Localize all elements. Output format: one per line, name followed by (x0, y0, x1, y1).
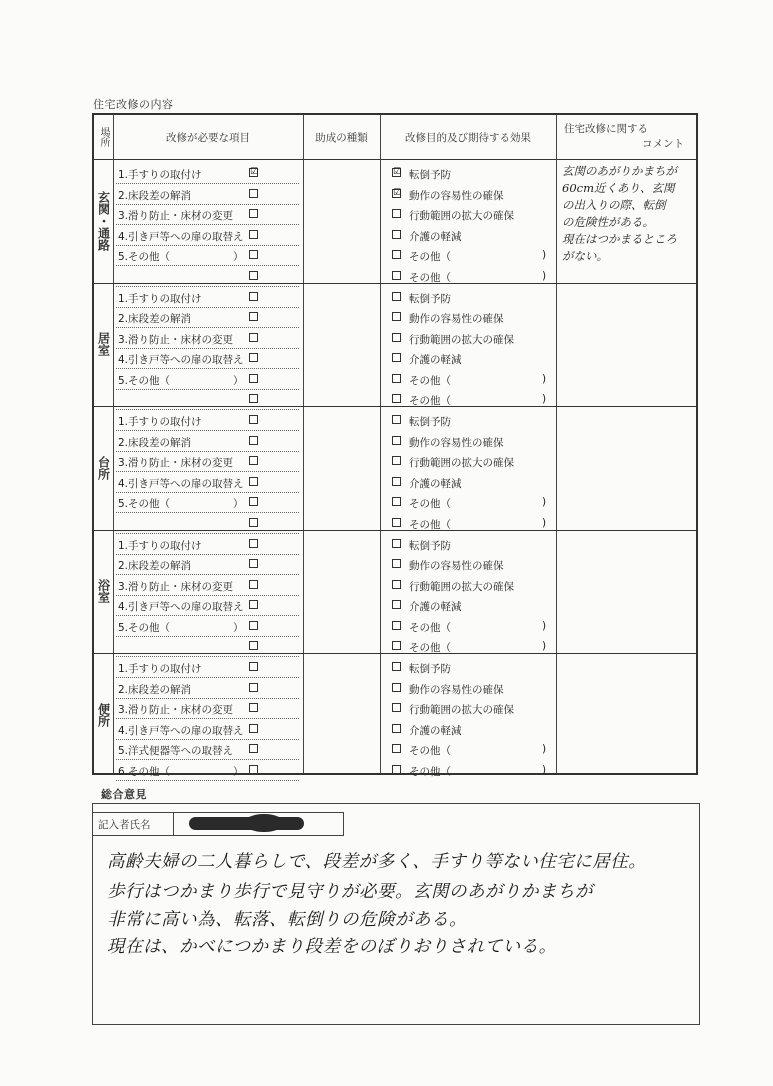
subsidy-checkbox[interactable] (249, 580, 258, 589)
item-row (113, 410, 556, 431)
expected-effect: 転倒予防 (409, 539, 451, 552)
place-label: 玄関・通路 (96, 190, 111, 251)
room-group (94, 530, 696, 655)
renovation-table (92, 113, 698, 778)
handwritten-opinion-line: 歩行はつかまり歩行で見守りが必要。玄関のあがりかまちが (107, 882, 593, 902)
expected-effect: 行動範囲の拡大の確保 (409, 210, 514, 222)
closing-paren: ) (542, 249, 547, 261)
writer-name-label: 記入者氏名 (98, 819, 151, 831)
renovation-item: 5.その他（ ） (118, 621, 244, 634)
redacted-writer-name (189, 817, 304, 830)
closing-paren: ) (542, 516, 547, 529)
renovation-item: 5.洋式便器等への取替え (118, 745, 234, 757)
subsidy-checkbox[interactable] (249, 415, 258, 424)
dotted-rule (116, 780, 299, 781)
subsidy-checkbox[interactable] (249, 703, 258, 712)
renovation-item: 3.滑り防止・床材の変更 (118, 333, 234, 346)
handwritten-comment-line: がない。 (562, 249, 608, 263)
renovation-item: 1.手すりの取付け (118, 663, 202, 675)
closing-paren: ) (542, 393, 547, 405)
effect-checkbox[interactable] (392, 353, 401, 362)
subsidy-checkbox[interactable]: ☑ (250, 167, 259, 177)
item-row (113, 595, 556, 616)
item-row (113, 616, 556, 637)
closing-paren: ) (542, 763, 547, 776)
effect-checkbox[interactable] (392, 333, 401, 342)
item-row (113, 719, 556, 740)
effect-checkbox[interactable] (392, 312, 401, 321)
expected-effect: その他（ (409, 251, 451, 263)
item-row (113, 657, 556, 678)
closing-paren: ) (542, 372, 547, 385)
expected-effect: 動作の容易性の確保 (409, 560, 504, 572)
renovation-item: 2.床段差の解消 (118, 436, 192, 449)
effect-checkbox[interactable] (392, 518, 401, 527)
renovation-item: 1.手すりの取付け (118, 539, 202, 552)
overall-opinion-title: 総合意見 (101, 788, 147, 801)
subsidy-checkbox[interactable] (249, 436, 258, 445)
effect-checkbox[interactable] (392, 271, 401, 280)
expected-effect: 動作の容易性の確保 (409, 313, 504, 325)
expected-effect: 行動範囲の拡大の確保 (409, 333, 514, 346)
renovation-item: 3.滑り防止・床材の変更 (118, 704, 234, 716)
expected-effect: その他（ (409, 271, 451, 284)
effect-checkbox[interactable] (392, 765, 401, 774)
expected-effect: 介護の軽減 (409, 354, 462, 366)
place-label: 台所 (96, 455, 111, 480)
header-effect: 改修目的及び期待する効果 (405, 131, 531, 144)
subsidy-checkbox[interactable] (249, 374, 258, 383)
renovation-item: 4.引き戸等への扉の取替え (118, 354, 244, 366)
closing-paren: ) (542, 619, 547, 632)
item-row (113, 472, 556, 493)
subsidy-checkbox[interactable] (249, 662, 258, 671)
handwritten-comment-line: の危険性がある。 (562, 215, 654, 229)
renovation-item: 3.滑り防止・床材の変更 (118, 210, 234, 222)
effect-checkbox[interactable] (392, 415, 401, 424)
item-row (113, 348, 556, 369)
subsidy-checkbox[interactable] (249, 394, 258, 403)
effect-checkbox[interactable] (392, 374, 401, 383)
item-row (113, 534, 556, 555)
expected-effect: その他（ (409, 642, 451, 654)
subsidy-checkbox[interactable] (249, 497, 258, 506)
effect-checkbox[interactable] (392, 477, 401, 486)
subsidy-checkbox[interactable] (249, 271, 258, 280)
subsidy-checkbox[interactable] (249, 724, 258, 733)
effect-checkbox[interactable]: ☑ (393, 167, 402, 177)
header-items: 改修が必要な項目 (166, 131, 250, 144)
effect-checkbox[interactable] (392, 703, 401, 712)
subsidy-checkbox[interactable] (249, 600, 258, 609)
item-row (113, 492, 556, 513)
expected-effect: 介護の軽減 (409, 724, 462, 737)
subsidy-checkbox[interactable] (249, 189, 258, 198)
effect-checkbox[interactable] (392, 394, 401, 403)
header-subsidy: 助成の種類 (315, 131, 368, 144)
subsidy-checkbox[interactable] (249, 559, 258, 568)
renovation-item: 1.手すりの取付け (118, 292, 202, 305)
subsidy-checkbox[interactable] (249, 683, 258, 692)
renovation-item: 4.引き戸等への扉の取替え (118, 230, 244, 243)
place-label: 居室 (96, 332, 111, 357)
effect-checkbox[interactable] (392, 662, 401, 671)
effect-checkbox[interactable] (392, 744, 401, 753)
subsidy-checkbox[interactable] (249, 765, 258, 774)
subsidy-checkbox[interactable] (249, 744, 258, 753)
room-group (94, 653, 696, 777)
renovation-item: 6.その他（ ） (118, 765, 244, 778)
subsidy-checkbox[interactable] (249, 209, 258, 218)
renovation-item: 4.引き戸等への扉の取替え (118, 477, 244, 490)
expected-effect: 転倒予防 (409, 416, 451, 428)
expected-effect: 行動範囲の拡大の確保 (409, 457, 514, 469)
expected-effect: 転倒予防 (409, 169, 451, 181)
effect-checkbox[interactable]: ☑ (393, 187, 402, 198)
subsidy-checkbox[interactable] (249, 250, 258, 259)
place-label: 浴室 (96, 579, 111, 604)
handwritten-opinion-line: 現在は、かべにつかまり段差をのぼりおりされている。 (107, 937, 557, 957)
subsidy-checkbox[interactable] (249, 230, 258, 239)
renovation-item: 5.その他（ ） (118, 374, 244, 387)
closing-paren: ) (542, 743, 547, 755)
renovation-item: 3.滑り防止・床材の変更 (118, 457, 234, 469)
item-row (113, 678, 556, 699)
handwritten-comment-line: 玄関のあがりかまちが (562, 164, 677, 178)
handwritten-comment-line: 現在はつかまるところ (562, 232, 677, 246)
header-comment: 住宅改修に関する コメント (564, 123, 684, 150)
effect-checkbox[interactable] (392, 724, 401, 733)
renovation-item: 5.その他（ ） (118, 251, 244, 263)
renovation-item: 2.床段差の解消 (118, 683, 192, 696)
effect-checkbox[interactable] (392, 641, 401, 650)
expected-effect: 行動範囲の拡大の確保 (409, 580, 514, 593)
renovation-item: 3.滑り防止・床材の変更 (118, 580, 234, 593)
effect-checkbox[interactable] (392, 209, 401, 218)
expected-effect: 動作の容易性の確保 (409, 683, 504, 696)
expected-effect: 動作の容易性の確保 (409, 436, 504, 449)
subsidy-checkbox[interactable] (249, 456, 258, 465)
item-row (113, 451, 556, 472)
expected-effect: 介護の軽減 (409, 230, 462, 243)
renovation-item: 4.引き戸等への扉の取替え (118, 601, 244, 613)
expected-effect: 介護の軽減 (409, 601, 462, 613)
closing-paren: ) (542, 269, 547, 282)
item-row (113, 184, 556, 205)
handwritten-opinion-line: 非常に高い為、転落、転倒りの危険がある。 (107, 910, 467, 930)
section-title: 住宅改修の内容 (93, 98, 174, 111)
header-place: 場所 (98, 127, 109, 147)
expected-effect: その他（ (409, 395, 451, 407)
subsidy-checkbox[interactable] (249, 333, 258, 342)
subsidy-checkbox[interactable] (249, 539, 258, 548)
expected-effect: 転倒予防 (409, 292, 451, 305)
place-label: 便所 (96, 702, 111, 727)
item-row (113, 554, 556, 575)
expected-effect: 介護の軽減 (409, 477, 462, 490)
effect-checkbox[interactable] (392, 230, 401, 239)
effect-checkbox[interactable] (392, 497, 401, 506)
item-row (113, 369, 556, 390)
effect-checkbox[interactable] (392, 292, 401, 301)
renovation-item: 5.その他（ ） (118, 498, 244, 510)
effect-checkbox[interactable] (392, 250, 401, 259)
expected-effect: その他（ (409, 498, 451, 510)
expected-effect: その他（ (409, 745, 451, 757)
renovation-item: 1.手すりの取付け (118, 169, 202, 181)
expected-effect: その他（ (409, 518, 451, 531)
subsidy-checkbox[interactable] (249, 477, 258, 486)
handwritten-opinion-line: 高齢夫婦の二人暮らしで、段差が多く、手すり等ない住宅に居住。 (107, 852, 647, 872)
renovation-item: 2.床段差の解消 (118, 189, 192, 202)
handwritten-comment-line: 60cm近くあり、玄関 (562, 181, 675, 195)
room-group (94, 406, 696, 531)
expected-effect: その他（ (409, 765, 451, 778)
effect-checkbox[interactable] (392, 600, 401, 609)
effect-checkbox[interactable] (392, 559, 401, 568)
item-row (113, 204, 556, 225)
subsidy-checkbox[interactable] (249, 292, 258, 301)
effect-checkbox[interactable] (392, 436, 401, 445)
renovation-item: 1.手すりの取付け (118, 416, 202, 428)
handwritten-comment-line: の出入りの際、転倒 (562, 198, 666, 212)
subsidy-checkbox[interactable] (249, 518, 258, 527)
item-row (113, 760, 556, 781)
item-row (113, 431, 556, 452)
overall-opinion-box (92, 803, 700, 1025)
effect-checkbox[interactable] (392, 580, 401, 589)
room-group (94, 159, 696, 284)
table-header (94, 115, 696, 160)
closing-paren: ) (542, 640, 547, 652)
effect-checkbox[interactable] (392, 456, 401, 465)
effect-checkbox[interactable] (392, 683, 401, 692)
expected-effect: 転倒予防 (409, 663, 451, 675)
subsidy-checkbox[interactable] (249, 312, 258, 321)
renovation-item: 2.床段差の解消 (118, 313, 192, 325)
renovation-item: 2.床段差の解消 (118, 560, 192, 572)
subsidy-checkbox[interactable] (249, 641, 258, 650)
item-row (113, 575, 556, 596)
item-row (113, 245, 556, 266)
item-row (113, 328, 556, 349)
closing-paren: ) (542, 496, 547, 508)
item-row (113, 225, 556, 246)
item-row (113, 287, 556, 308)
item-row (113, 739, 556, 760)
room-group (94, 283, 696, 408)
expected-effect: 動作の容易性の確保 (409, 189, 504, 202)
item-row (113, 163, 556, 184)
expected-effect: その他（ (409, 374, 451, 387)
item-row (113, 307, 556, 328)
effect-checkbox[interactable] (392, 621, 401, 630)
effect-checkbox[interactable] (392, 539, 401, 548)
item-row (113, 698, 556, 719)
writer-name-row (93, 812, 344, 836)
subsidy-checkbox[interactable] (249, 621, 258, 630)
subsidy-checkbox[interactable] (249, 353, 258, 362)
writer-name-divider (173, 813, 174, 835)
expected-effect: その他（ (409, 621, 451, 634)
renovation-item: 4.引き戸等への扉の取替え (118, 724, 244, 737)
expected-effect: 行動範囲の拡大の確保 (409, 704, 514, 716)
